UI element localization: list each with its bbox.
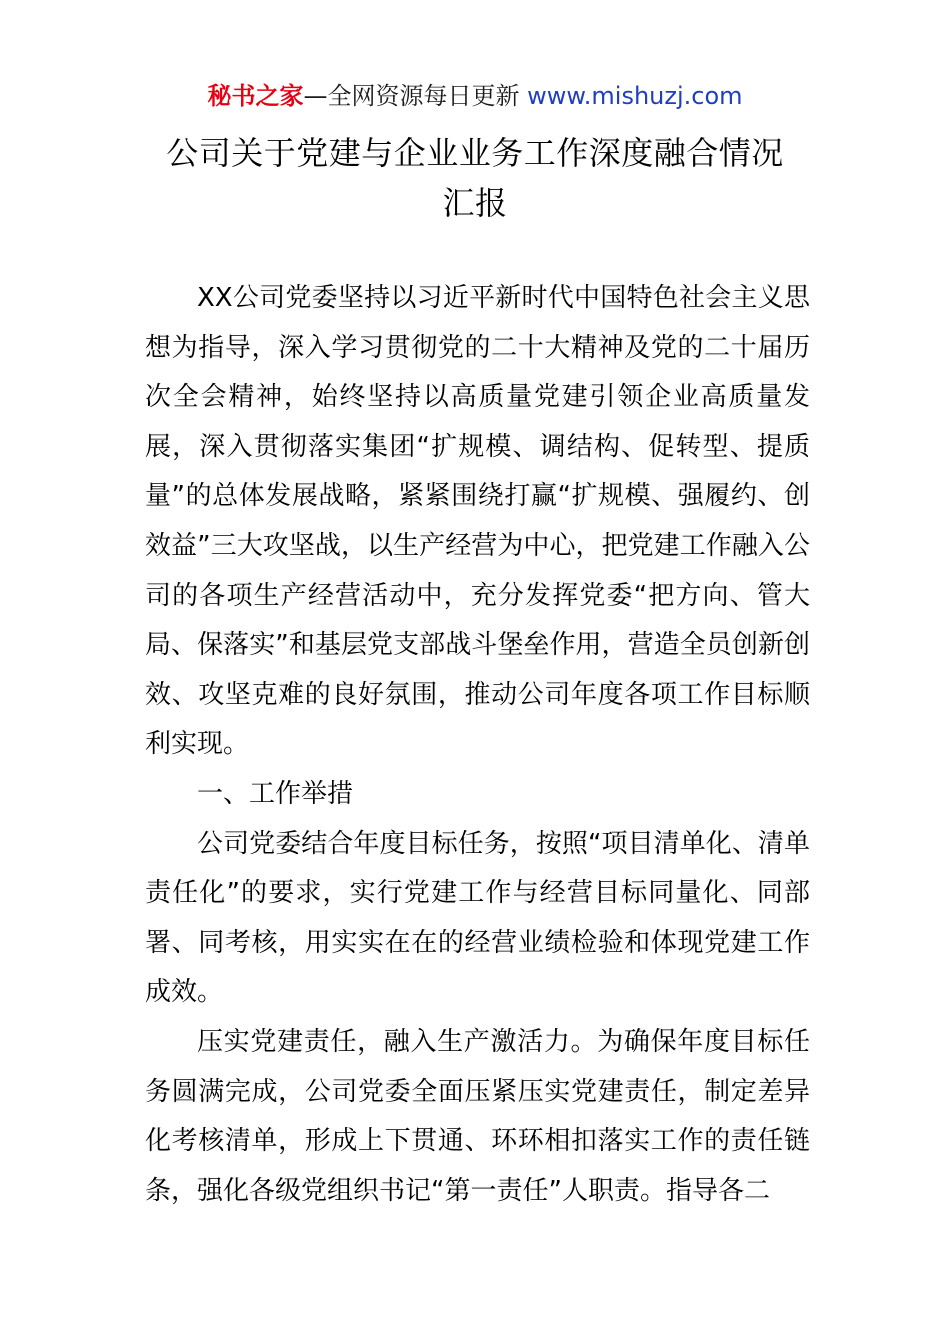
document-body [145, 274, 810, 1216]
site-name: 秘书之家 [207, 82, 304, 110]
banner-tagline: 全网资源每日更新 [327, 82, 520, 110]
banner-separator: — [303, 82, 328, 110]
paragraph-responsibility: 压实党建责任，融入生产激活力。为确保年度目标任务圆满完成，公司党委全面压紧压实党建责任，制定差异化考核清单，形成上下贯通、环环相扣落实工作的责任链条，强化各级党组织书记“第一责任”人职责。指导各二 [145, 1026, 810, 1206]
paragraph-measures: 公司党委结合年度目标任务，按照“项目清单化、清单责任化”的要求，实行党建工作与经营目标同量化、同部署、同考核，用实实在在的经营业绩检验和体现党建工作成效。 [145, 828, 810, 1008]
site-url-link[interactable]: www.mishuzj.com [527, 82, 743, 110]
title-line-1: 公司关于党建与企业业务工作深度融合情况 [166, 134, 784, 172]
site-banner [0, 80, 950, 112]
title-line-2: 汇报 [442, 184, 508, 222]
paragraph-intro: XX公司党委坚持以习近平新时代中国特色社会主义思想为指导，深入学习贯彻党的二十大精神及党的二十届历次全会精神，始终坚持以高质量党建引领企业高质量发展，深入贯彻落实集团“扩规模、调结构、促转型、提质量”的总体发展战略，紧紧围绕打赢“扩规模、强履约、创效益”三大攻坚战，以生产经营为中心，把党建工作融入公司的各项生产经营活动中，充分发挥党委“把方向、管大局、保落实”和基层党支部战斗堡垒作用，营造全员创新创效、攻坚克难的良好氛围，推动公司年度各项工作目标顺利实现。 [145, 283, 810, 760]
section-heading-work-measures: 一、工作举措 [197, 778, 354, 809]
document-title [0, 128, 950, 228]
